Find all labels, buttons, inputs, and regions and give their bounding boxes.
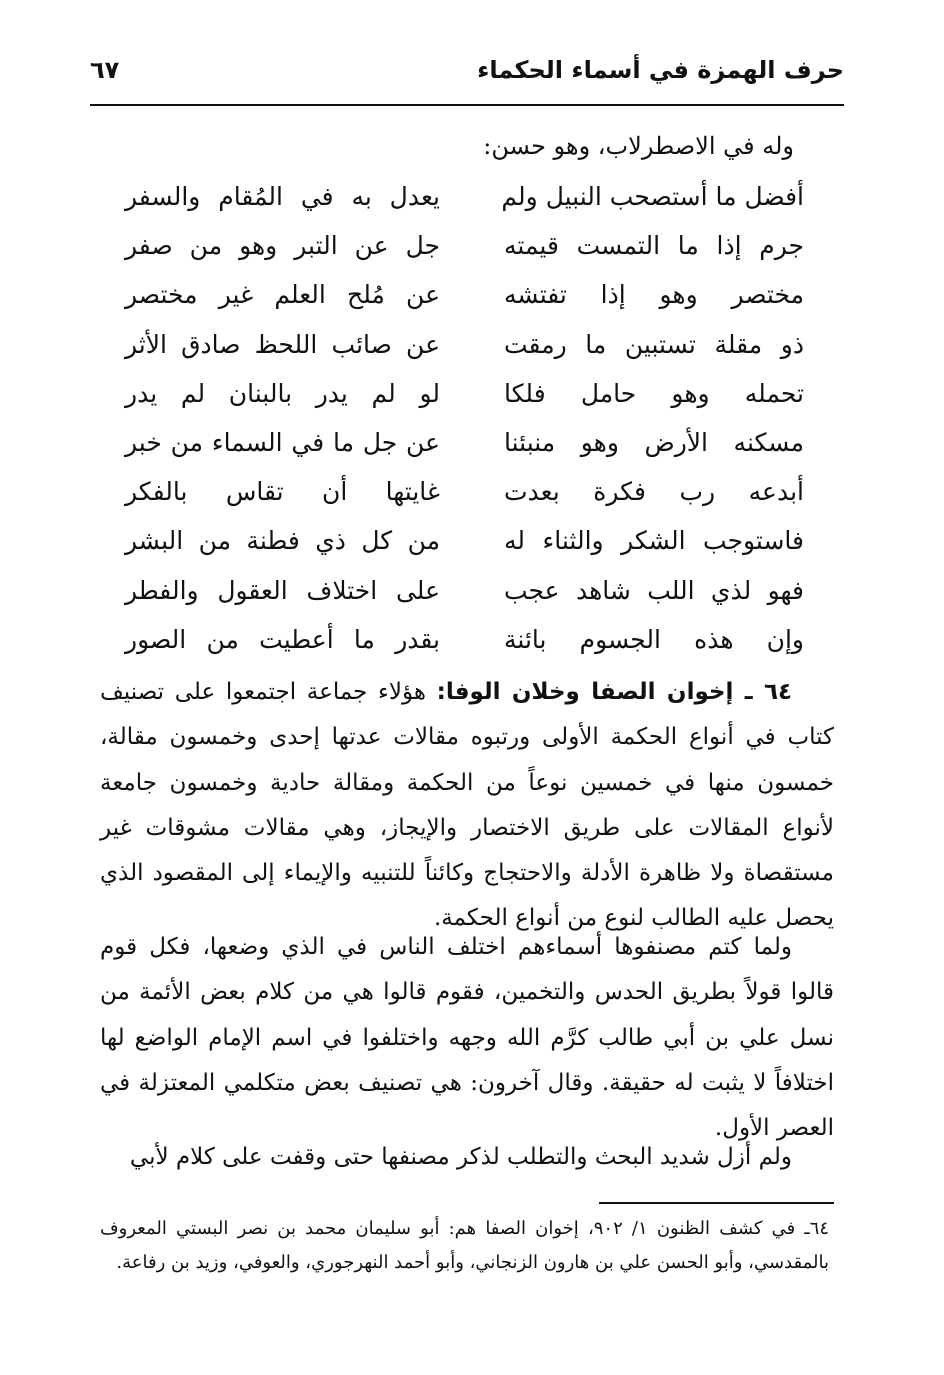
verse-line bbox=[110, 275, 814, 324]
entry-paragraph-2 bbox=[100, 925, 834, 1151]
verse-first-hemistich: مختصر وهو إذا تفتشه bbox=[504, 280, 804, 310]
verse-line bbox=[110, 571, 814, 620]
verse-first-hemistich: ذو مقلة تستبين ما رمقت bbox=[504, 329, 804, 359]
verse-line bbox=[110, 620, 814, 669]
poem-intro: وله في الاصطرلاب، وهو حسن: bbox=[483, 132, 794, 160]
verse-first-hemistich: فاستوجب الشكر والثناء له bbox=[504, 526, 804, 556]
entry-paragraph-3 bbox=[100, 1135, 834, 1180]
verse-second-hemistich: لو لم يدر بالبنان لم يدر bbox=[125, 378, 440, 408]
verse-first-hemistich: أفضل ما أستصحب النبيل ولم bbox=[501, 182, 804, 211]
running-header bbox=[90, 50, 844, 106]
page-number: ٦٧ bbox=[90, 56, 120, 84]
poem bbox=[110, 177, 814, 669]
verse-second-hemistich: جل عن التبر وهو من صفر bbox=[125, 231, 440, 261]
verse-first-hemistich: فهو لذي اللب شاهد عجب bbox=[504, 575, 804, 605]
verse-line bbox=[110, 177, 814, 226]
verse-line bbox=[110, 226, 814, 275]
verse-second-hemistich: عن جل ما في السماء من خبر bbox=[125, 427, 440, 457]
verse-second-hemistich: عن مُلح العلم غير مختصر bbox=[125, 280, 440, 310]
entry-paragraph-3-text: ولم أزل شديد البحث والتطلب لذكر مصنفها حتى وقفت على كلام لأبي bbox=[129, 1144, 792, 1170]
entry-paragraph-1-text: هؤلاء جماعة اجتمعوا على تصنيف كتاب في أنواع الحكمة الأولى ورتبوه مقالات عدتها إحدى وخمسون مقالة، خمسون منها في خمسين نوعاً من الحكمة ومقالة حادية وخمسون جامعة لأنواع المقالات على طريق الاختصار والإيجاز، وهي مقالات مشوقات غير مستقصاة ولا ظاهرة الأدلة والاحتجاج وكائناً للتنبيه والإيماء إلى المقصود الذي يحصل عليه الطالب لنوع من أنواع الحكمة. bbox=[100, 679, 834, 932]
running-header-title: حرف الهمزة في أسماء الحكماء bbox=[477, 56, 844, 84]
verse-line bbox=[110, 472, 814, 521]
verse-second-hemistich: من كل ذي فطنة من البشر bbox=[125, 526, 440, 556]
verse-first-hemistich: مسكنه الأرض وهو منبئنا bbox=[504, 427, 804, 457]
verse-line bbox=[110, 521, 814, 570]
verse-second-hemistich: عن صائب اللحظ صادق الأثر bbox=[125, 329, 440, 359]
verse-first-hemistich: وإن هذه الجسوم بائنة bbox=[504, 624, 804, 654]
footnote-rule bbox=[599, 1202, 834, 1204]
verse-first-hemistich: جرم إذا ما التمست قيمته bbox=[504, 231, 804, 261]
header-rule bbox=[90, 104, 844, 106]
footnote: ٦٤ـ في كشف الظنون ١/ ٩٠٢، إخوان الصفا هم: أبو سليمان محمد بن نصر البستي المعروف بالمقدسي، وأبو الحسن علي بن هارون الزنجاني، وأبو أحمد النهرجوري، والعوفي، وزيد بن رفاعة. bbox=[100, 1218, 829, 1273]
entry-heading: ٦٤ ـ إخوان الصفا وخلان الوفا: bbox=[436, 679, 793, 705]
verse-second-hemistich: غايتها أن تقاس بالفكر bbox=[125, 477, 440, 507]
verse-first-hemistich: تحمله وهو حامل فلكا bbox=[504, 378, 804, 408]
verse-second-hemistich: على اختلاف العقول والفطر bbox=[125, 575, 440, 605]
verse-line bbox=[110, 325, 814, 374]
entry-paragraph-2-text: ولما كتم مصنفوها أسماءهم اختلف الناس في الذي وضعها، فكل قوم قالوا قولاً بطريق الحدس والتخمين، فقوم قالوا هي من كلام بعض الأئمة من نسل علي بن أبي طالب كرَّم الله وجهه واختلفوا في اسم الإمام الواضع لها اختلافاً لا يثبت له حقيقة. وقال آخرون: هي تصنيف بعض متكلمي المعتزلة في العصر الأول. bbox=[100, 934, 834, 1142]
verse-first-hemistich: أبدعه رب فكرة بعدت bbox=[504, 477, 804, 507]
verse-second-hemistich: يعدل به في المُقام والسفر bbox=[125, 182, 440, 211]
entry-paragraph-1 bbox=[100, 670, 834, 942]
verse-second-hemistich: بقدر ما أعطيت من الصور bbox=[125, 624, 440, 654]
verse-line bbox=[110, 374, 814, 423]
verse-line bbox=[110, 423, 814, 472]
